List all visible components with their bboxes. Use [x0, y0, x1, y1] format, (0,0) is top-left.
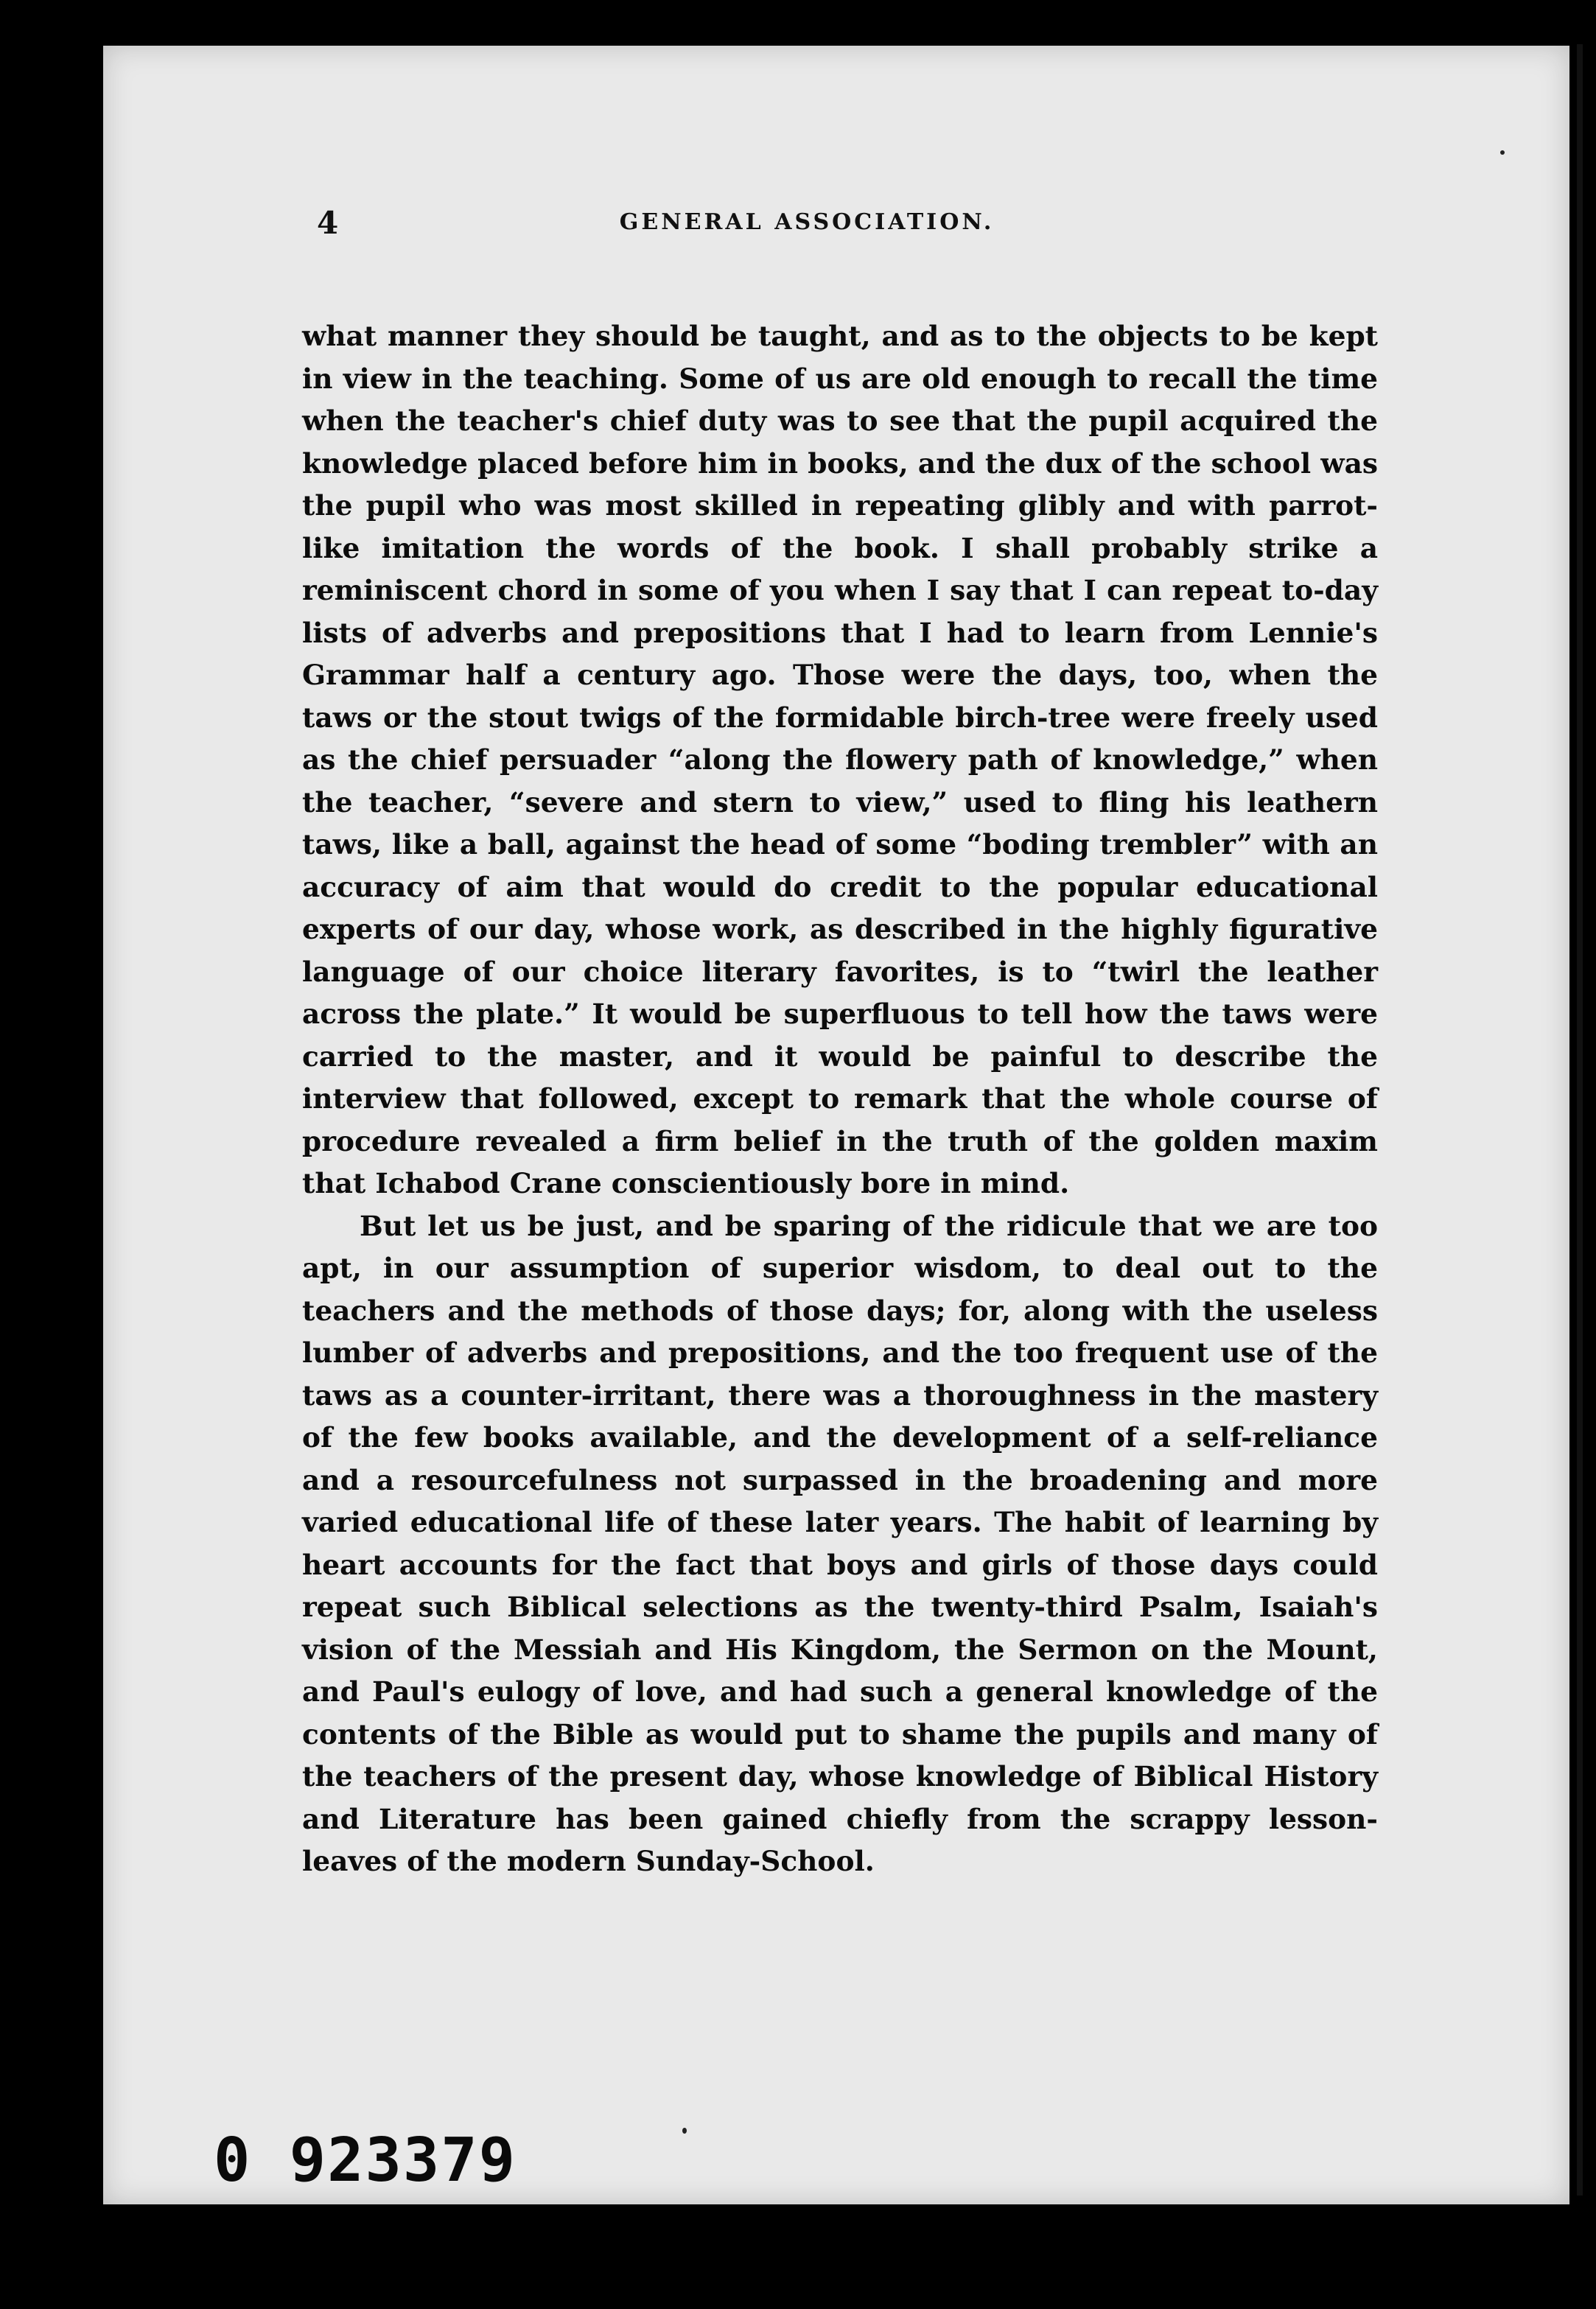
- right-margin-shadow: [1577, 44, 1583, 2196]
- paragraph-2: But let us be just, and be sparing of the ridicule that we are too apt, in our assumption of superior wisdom, to deal out to the teachers and the methods of those days; for, along with the useless lumber of adverbs and prepositions, and the too frequent use of the taws as a counter-irritant, there was a thoroughness in the mastery of the few books available, and the development of a self-reliance and a resourcefulness not surpassed in the broadening and more varied educational life of these later years. The habit of learning by heart accounts for the fact that boys and girls of those days could repeat such Biblical selections as the twenty-third Psalm, Isaiah's vision of the Messiah and His Kingdom, the Sermon on the Mount, and Paul's eulogy of love, and had such a general knowledge of the contents of the Bible as would put to shame the pupils and many of the teachers of the present day, whose knowledge of Biblical History and Literature has been gained chiefly from the scrappy lesson-leaves of the modern Sunday-School.: [302, 1209, 1378, 1877]
- running-head: GENERAL ASSOCIATION.: [619, 209, 995, 235]
- microfilm-id: 0 923379: [214, 2126, 517, 2196]
- body-text: [302, 315, 1378, 1883]
- paragraph-1: what manner they should be taught, and as to the objects to be kept in view in the teaching. Some of us are old enough to recall the time when the teacher's chief duty was to see that the pupil acquired the knowledge placed before him in books, and the dux of the school was the pupil who was most skilled in repeating glibly and with parrot-like imitation the words of the book. I shall probably strike a reminiscent chord in some of you when I say that I can repeat to-day lists of adverbs and prepositions that I had to learn from Lennie's Grammar half a century ago. Those were the days, too, when the taws or the stout twigs of the formidable birch-tree were freely used as the chief persuader “along the flowery path of knowledge,” when the teacher, “severe and stern to view,” used to fling his leathern taws, like a ball, against the head of some “boding trembler” with an accuracy of aim that would do credit to the popular educational experts of our day, whose work, as described in the highly figurative language of our choice literary favorites, is to “twirl the leather across the plate.” It would be superfluous to tell how the taws were carried to the master, and it would be painful to describe the interview that followed, except to remark that the whole course of procedure revealed a firm belief in the truth of the golden maxim that Ichabod Crane conscientiously bore in mind.: [302, 320, 1378, 1199]
- page-number: 4: [317, 205, 339, 241]
- film-speck: [682, 2128, 687, 2134]
- film-speck: [1500, 150, 1505, 155]
- page-header: [206, 199, 1407, 250]
